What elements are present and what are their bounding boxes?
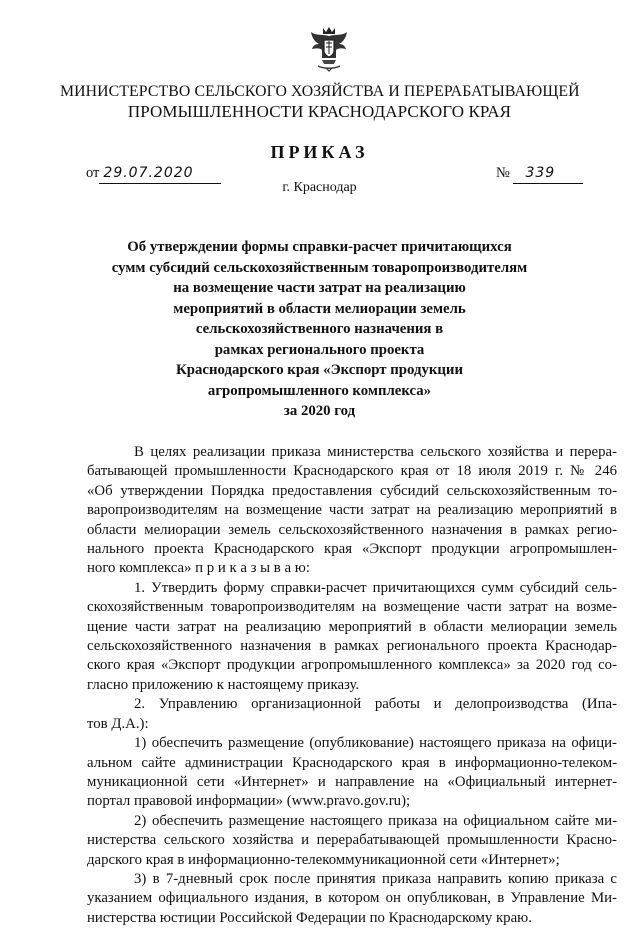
date-prefix: от	[86, 165, 100, 181]
city: г. Краснодар	[282, 180, 357, 195]
body-line: 2. Управлению организационной работы и делопроизводства (Ипа-	[134, 696, 617, 713]
body-line: портал правовой информации» (www.pravo.gov.ru);	[87, 793, 411, 810]
body-line: батывающей промышленности Краснодарского края от 18 июля 2019 г. № 246	[87, 463, 617, 480]
body-line: В целях реализации приказа министерства сельского хозяйства и перера-	[134, 444, 617, 460]
subject-line: на возмещение части затрат на реализацию	[173, 280, 466, 296]
body-line: щение части затрат на реализацию мероприятий в области мелиорации земель	[87, 618, 617, 635]
subject-line: Краснодарского края «Экспорт продукции	[176, 362, 463, 378]
body-line: тов Д.А.):	[87, 715, 149, 732]
number-value: 339	[525, 165, 556, 181]
body-line: указанием официального издания, в котором он опубликован, в Управление Ми-	[87, 890, 617, 907]
order-title: ПРИКАЗ	[270, 142, 369, 162]
subject-line: сельскохозяйственного назначения в	[195, 321, 444, 337]
subject-line: за 2020 год	[283, 403, 356, 419]
body-line: сельскохозяйственного назначения в рамках регионального проекта Краснодар-	[87, 638, 617, 655]
subject-line: сумм субсидий сельскохозяйственным товаропроизводителям	[111, 259, 528, 276]
coat-of-arms-icon	[308, 24, 350, 72]
body-line: варопроизводителям на возмещение части затрат на реализацию мероприятий в	[87, 502, 617, 519]
body-line: нального проекта Краснодарского края «Экспорт продукции агропромышлен-	[87, 541, 617, 558]
subject-line: агропромышленного комплекса»	[207, 382, 432, 399]
body-line: муникационной сети «Интернет» и направление на «Официальный интернет-	[87, 773, 617, 790]
body-line: ского края «Экспорт продукции агропромышленного комплекса» за 2020 год со-	[87, 657, 617, 674]
body-line: 3) в 7-дневный срок после принятия приказа направить копию приказа с	[134, 870, 617, 887]
body-line: «Об утверждении Порядка предоставления субсидий сельскохозяйственным то-	[87, 482, 617, 499]
date-value: 29.07.2020	[103, 165, 194, 181]
subject-line: рамках регионального проекта	[214, 341, 425, 358]
ministry-line-1: МИНИСТЕРСТВО СЕЛЬСКОГО ХОЗЯЙСТВА И ПЕРЕРАБАТЫВАЮЩЕЙ	[60, 83, 580, 100]
body-line: 1. Утвердить форму справки-расчет причитающихся сумм субсидий сель-	[134, 579, 617, 596]
order-subject	[100, 237, 539, 422]
body-line: 2) обеспечить размещение настоящего приказа на официальном сайте ми-	[134, 812, 617, 829]
number-prefix: №	[496, 165, 510, 181]
order-body	[87, 443, 617, 928]
subject-line: Об утверждении формы справки-расчет причитающихся	[127, 239, 512, 255]
body-line: нистерства юстиции Российской Федерации по Краснодарскому краю.	[87, 909, 532, 926]
body-line: гласно приложению к настоящему приказу.	[87, 676, 360, 693]
body-line: области мелиорации земель сельскохозяйственного назначения в рамках регио-	[87, 521, 617, 538]
body-line: нистерства сельского хозяйства и перерабатывающей промышленности Красно-	[87, 832, 617, 849]
body-line: ного комплекса» п р и к а з ы в а ю:	[87, 560, 310, 577]
ministry-line-2: ПРОМЫШЛЕННОСТИ КРАСНОДАРСКОГО КРАЯ	[127, 102, 512, 121]
body-line: альном сайте администрации Краснодарского края в информационно-телеком-	[87, 754, 617, 771]
body-line: скохозяйственным товаропроизводителям на возмещение части затрат на возме-	[87, 599, 617, 616]
body-line: 1) обеспечить размещение (опубликование) настоящего приказа на офици-	[134, 735, 617, 752]
body-line: дарского края в информационно-телекоммуникационной сети «Интернет»;	[87, 851, 560, 868]
ministry-name	[60, 82, 579, 122]
subject-line: мероприятий в области мелиорации земель	[173, 300, 466, 317]
